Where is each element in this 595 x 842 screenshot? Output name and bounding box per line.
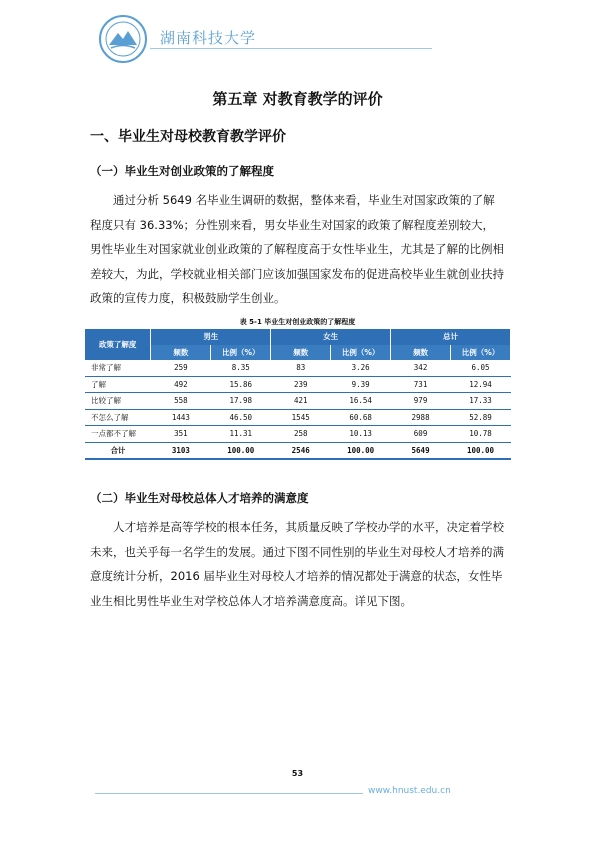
- table-cell: 609: [391, 426, 451, 443]
- footer-url: www.hnust.edu.cn: [368, 786, 451, 796]
- table-cell: 17.33: [451, 393, 511, 410]
- table-row: [85, 393, 511, 410]
- column-header: 频数: [151, 345, 211, 361]
- footer-divider: [95, 793, 363, 794]
- row-label: 不怎么了解: [85, 409, 151, 426]
- table-caption: 表 5-1 毕业生对创业政策的了解程度: [239, 318, 356, 326]
- section-heading: 一、毕业生对母校教育教学评价: [90, 129, 286, 145]
- table-cell: 6.05: [451, 360, 511, 376]
- table-cell: 11.31: [211, 426, 271, 443]
- group-header: 女生: [271, 329, 391, 345]
- page-number: 53: [291, 769, 304, 778]
- table-cell: 52.89: [451, 409, 511, 426]
- table-cell: 2988: [391, 409, 451, 426]
- table-cell: 8.35: [211, 360, 271, 376]
- table-cell: 60.68: [331, 409, 391, 426]
- table-cell: 259: [151, 360, 211, 376]
- table-cell: 16.54: [331, 393, 391, 410]
- column-header: 比例（%）: [211, 345, 271, 361]
- row-label: 一点都不了解: [85, 426, 151, 443]
- header-divider: [150, 48, 432, 49]
- table-cell: 100.00: [451, 442, 511, 459]
- row-label: 合计: [85, 442, 151, 459]
- table-row: [85, 360, 511, 376]
- university-name: 湖南科技大学: [160, 29, 257, 47]
- paragraph-policy: 通过分析 5649 名毕业生调研的数据，整体来看，毕业生对国家政策的了解程度只有 36.33%；分性别来看，男女毕业生对国家的政策了解程度差别较大，男性毕业生对国家就业创业政策的了解程度高于女性毕业生，尤其是了解的比例相差较大，为此，学校就业相关部门应该加强国家发布的促进高校毕业生就创业扶持政策的宣传力度，积极鼓励学生创业。: [90, 193, 504, 305]
- table-cell: 9.39: [331, 376, 391, 393]
- table-cell: 421: [271, 393, 331, 410]
- column-header: 频数: [391, 345, 451, 361]
- group-header: 男生: [151, 329, 271, 345]
- column-header: 比例（%）: [451, 345, 511, 361]
- paragraph-satisfaction: 人才培养是高等学校的根本任务，其质量反映了学校办学的水平，决定着学校未来，也关乎每一名学生的发展。通过下图不同性别的毕业生对母校人才培养的满意度统计分析，2016 届毕业生对母校人才培养的情况都处于满意的状态，女性毕业生相比男性毕业生对学校总体人才培养满意度高。详见下图。: [90, 520, 504, 608]
- group-header: 总计: [391, 329, 511, 345]
- table-cell: 558: [151, 393, 211, 410]
- table-cell: 100.00: [331, 442, 391, 459]
- table-cell: 492: [151, 376, 211, 393]
- table-cell: 46.50: [211, 409, 271, 426]
- table-cell: 15.86: [211, 376, 271, 393]
- table-cell: 10.78: [451, 426, 511, 443]
- table-cell: 83: [271, 360, 331, 376]
- table-cell: 1443: [151, 409, 211, 426]
- row-header: 政策了解度: [85, 329, 151, 360]
- policy-awareness-table: [85, 329, 511, 460]
- table-cell: 100.00: [211, 442, 271, 459]
- table-cell: 979: [391, 393, 451, 410]
- table-row: [85, 426, 511, 443]
- column-header: 频数: [271, 345, 331, 361]
- table-cell: 3103: [151, 442, 211, 459]
- chapter-title: 第五章 对教育教学的评价: [212, 90, 383, 108]
- table-cell: 12.94: [451, 376, 511, 393]
- table-row: [85, 376, 511, 393]
- table-cell: 731: [391, 376, 451, 393]
- table-cell: 258: [271, 426, 331, 443]
- table-cell: 351: [151, 426, 211, 443]
- table-cell: 239: [271, 376, 331, 393]
- table-row: [85, 409, 511, 426]
- column-header: 比例（%）: [331, 345, 391, 361]
- page-header: [98, 14, 438, 58]
- university-emblem-icon: [98, 14, 148, 64]
- table-total-row: [85, 442, 511, 459]
- table-cell: 1545: [271, 409, 331, 426]
- table-cell: 2546: [271, 442, 331, 459]
- table-cell: 10.13: [331, 426, 391, 443]
- subsection-heading-1: （一）毕业生对创业政策的了解程度: [90, 164, 274, 178]
- row-label: 非常了解: [85, 360, 151, 376]
- row-label: 比较了解: [85, 393, 151, 410]
- row-label: 了解: [85, 376, 151, 393]
- table-cell: 3.26: [331, 360, 391, 376]
- table-cell: 17.98: [211, 393, 271, 410]
- table-cell: 5649: [391, 442, 451, 459]
- subsection-heading-2: （二）毕业生对母校总体人才培养的满意度: [90, 491, 309, 505]
- table-cell: 342: [391, 360, 451, 376]
